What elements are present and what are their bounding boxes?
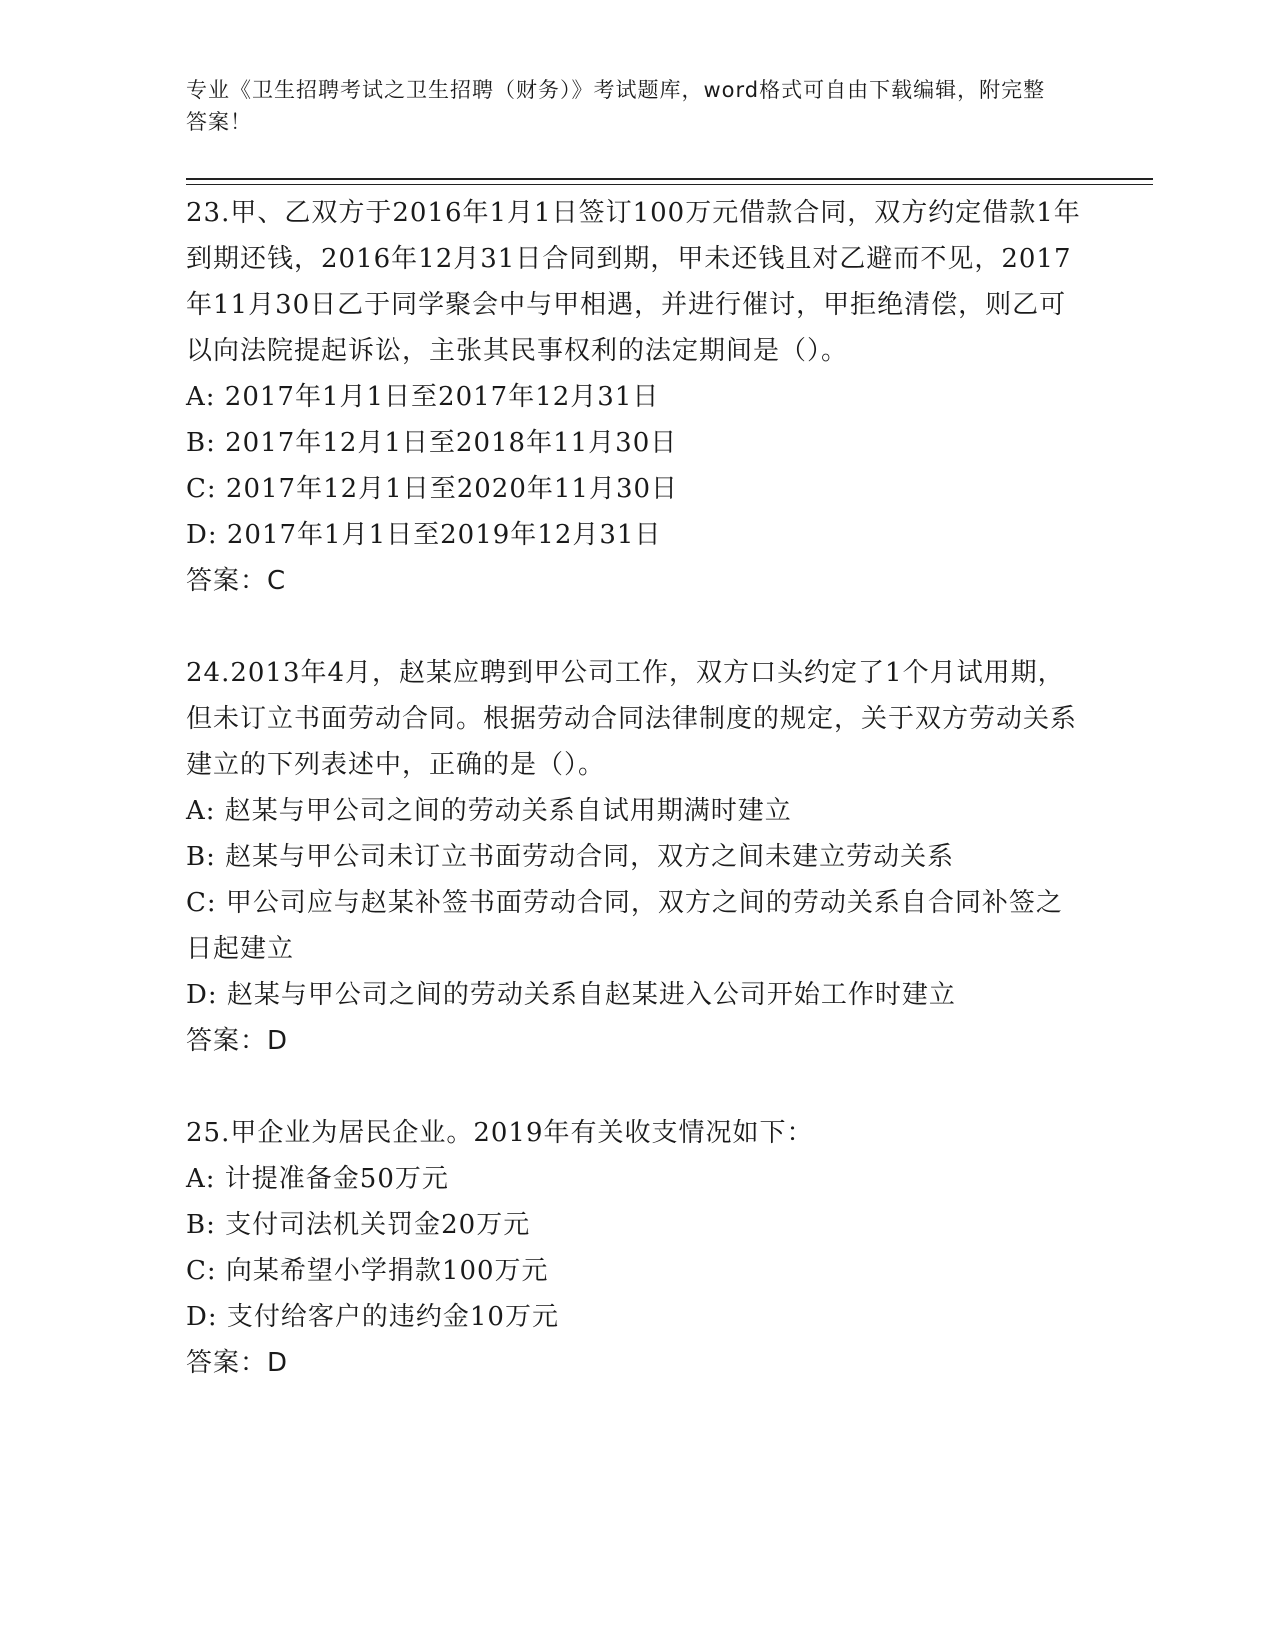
- question-stem: 25.甲企业为居民企业。2019年有关收支情况如下：: [186, 1118, 814, 1148]
- answer: 答案：D: [186, 1026, 289, 1056]
- option-c: C: 甲公司应与赵某补签书面劳动合同，双方之间的劳动关系自合同补签之日起建立: [186, 888, 1063, 964]
- question-24: [186, 650, 1086, 1064]
- option-b: B: 支付司法机关罚金20万元: [186, 1210, 531, 1240]
- document-header: 专业《卫生招聘考试之卫生招聘（财务）》考试题库，word格式可自由下载编辑，附完整答案！: [186, 78, 1046, 134]
- option-d: D: 赵某与甲公司之间的劳动关系自赵某进入公司开始工作时建立: [186, 980, 956, 1010]
- option-c: C: 向某希望小学捐款100万元: [186, 1256, 549, 1286]
- answer: 答案：C: [186, 566, 287, 596]
- option-c: C: 2017年12月1日至2020年11月30日: [186, 474, 679, 504]
- option-b: B: 2017年12月1日至2018年11月30日: [186, 428, 678, 458]
- question-23: [186, 190, 1086, 604]
- option-d: D: 支付给客户的违约金10万元: [186, 1302, 559, 1332]
- option-d: D: 2017年1月1日至2019年12月31日: [186, 520, 662, 550]
- answer: 答案：D: [186, 1348, 289, 1378]
- option-a: A: 赵某与甲公司之间的劳动关系自试用期满时建立: [186, 796, 792, 826]
- option-a: A: 2017年1月1日至2017年12月31日: [186, 382, 660, 412]
- header-rule-thin: [186, 184, 1153, 185]
- header-rule-thick: [186, 178, 1153, 180]
- option-b: B: 赵某与甲公司未订立书面劳动合同，双方之间未建立劳动关系: [186, 842, 955, 872]
- question-stem: 23.甲、乙双方于2016年1月1日签订100万元借款合同，双方约定借款1年到期还钱，2016年12月31日合同到期，甲未还钱且对乙避而不见，2017年11月30日乙于同学聚会中与甲相遇，并进行催讨，甲拒绝清偿，则乙可以向法院提起诉讼，主张其民事权利的法定期间是（）。: [186, 198, 1081, 366]
- question-25: [186, 1110, 1086, 1386]
- option-a: A: 计提准备金50万元: [186, 1164, 449, 1194]
- question-list: [186, 190, 1086, 1386]
- question-stem: 24.2013年4月，赵某应聘到甲公司工作，双方口头约定了1个月试用期，但未订立书面劳动合同。根据劳动合同法律制度的规定，关于双方劳动关系建立的下列表述中，正确的是（）。: [186, 658, 1078, 780]
